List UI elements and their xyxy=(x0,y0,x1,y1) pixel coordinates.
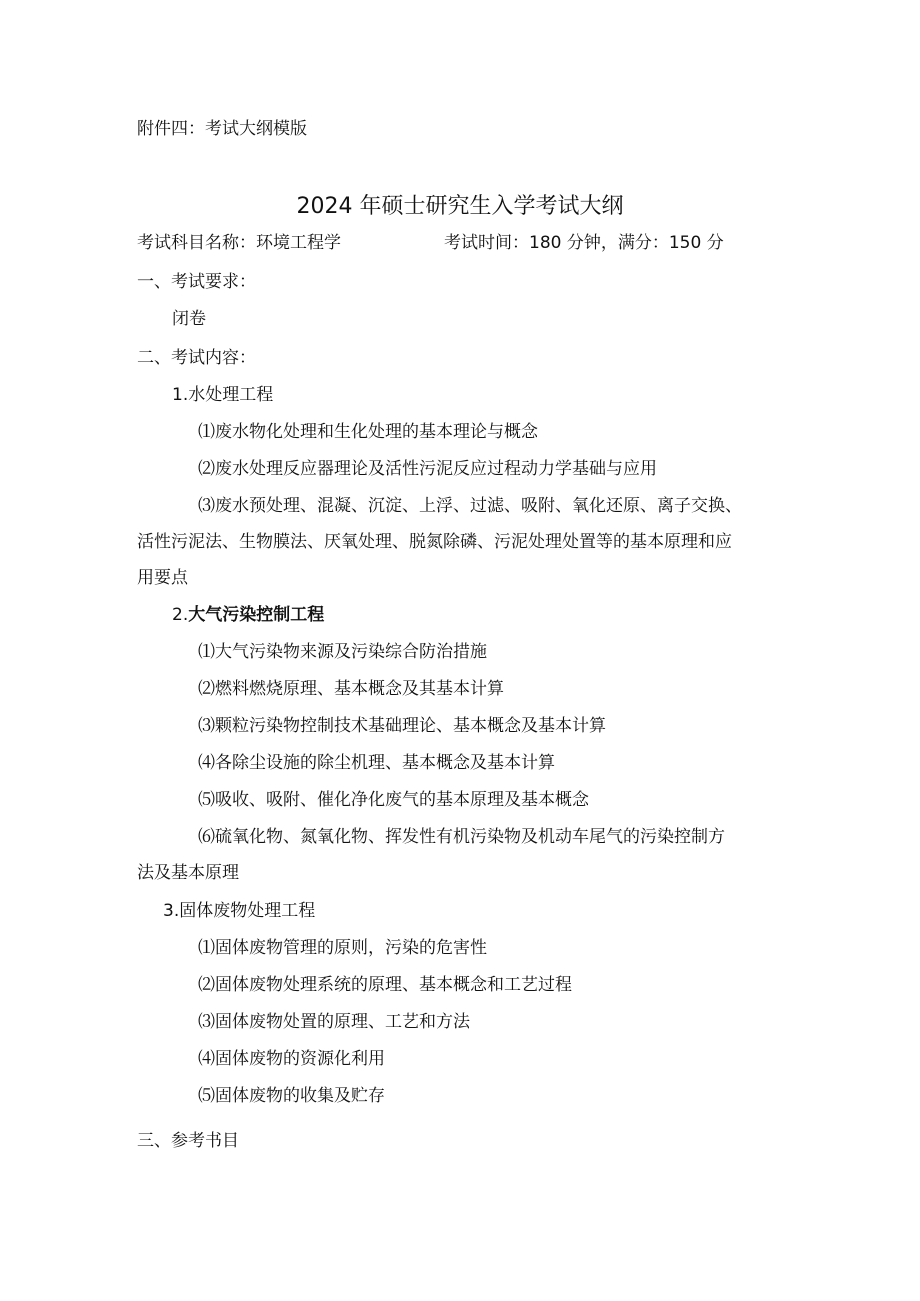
topic-title-water: 1.水处理工程 xyxy=(172,385,274,405)
topic-number: 2. xyxy=(172,605,189,625)
list-item: ⑶颗粒污染物控制技术基础理论、基本概念及基本计算 xyxy=(198,716,606,736)
list-item: ⑴大气污染物来源及污染综合防治措施 xyxy=(198,642,487,662)
topic-title-air xyxy=(172,604,324,626)
list-item-continued: 用要点 xyxy=(137,568,188,588)
topic-title-text: 大气污染控制工程 xyxy=(188,605,325,625)
list-item: ⑵固体废物处理系统的原理、基本概念和工艺过程 xyxy=(198,975,572,995)
list-item: ⑷固体废物的资源化利用 xyxy=(198,1049,385,1069)
requirements-text: 闭卷 xyxy=(172,309,206,329)
list-item-continued: 法及基本原理 xyxy=(137,863,239,883)
list-item: ⑴固体废物管理的原则，污染的危害性 xyxy=(198,938,487,958)
list-item: ⑴废水物化处理和生化处理的基本理论与概念 xyxy=(198,422,538,442)
section-heading-references: 三、参考书目 xyxy=(137,1131,239,1151)
page-title: 2024 年硕士研究生入学考试大纲 xyxy=(296,194,624,219)
list-item: ⑹硫氧化物、氮氧化物、挥发性有机污染物及机动车尾气的污染控制方 xyxy=(198,827,725,847)
attachment-label: 附件四：考试大纲模版 xyxy=(137,119,307,139)
list-item: ⑵燃料燃烧原理、基本概念及其基本计算 xyxy=(198,679,504,699)
list-item: ⑶固体废物处置的原理、工艺和方法 xyxy=(198,1012,470,1032)
topic-title-solid-waste: 3.固体废物处理工程 xyxy=(163,901,316,921)
exam-subject: 考试科目名称：环境工程学 xyxy=(137,233,341,253)
section-heading-requirements: 一、考试要求： xyxy=(137,272,256,292)
exam-time: 考试时间：180 分钟，满分：150 分 xyxy=(444,233,724,253)
list-item: ⑸固体废物的收集及贮存 xyxy=(198,1086,385,1106)
list-item: ⑸吸收、吸附、催化净化废气的基本原理及基本概念 xyxy=(198,790,589,810)
list-item: ⑶废水预处理、混凝、沉淀、上浮、过滤、吸附、氧化还原、离子交换、 xyxy=(198,496,742,516)
section-heading-content: 二、考试内容： xyxy=(137,348,256,368)
list-item-continued: 活性污泥法、生物膜法、厌氧处理、脱氮除磷、污泥处理处置等的基本原理和应 xyxy=(137,532,732,552)
list-item: ⑵废水处理反应器理论及活性污泥反应过程动力学基础与应用 xyxy=(198,459,657,479)
list-item: ⑷各除尘设施的除尘机理、基本概念及基本计算 xyxy=(198,753,555,773)
